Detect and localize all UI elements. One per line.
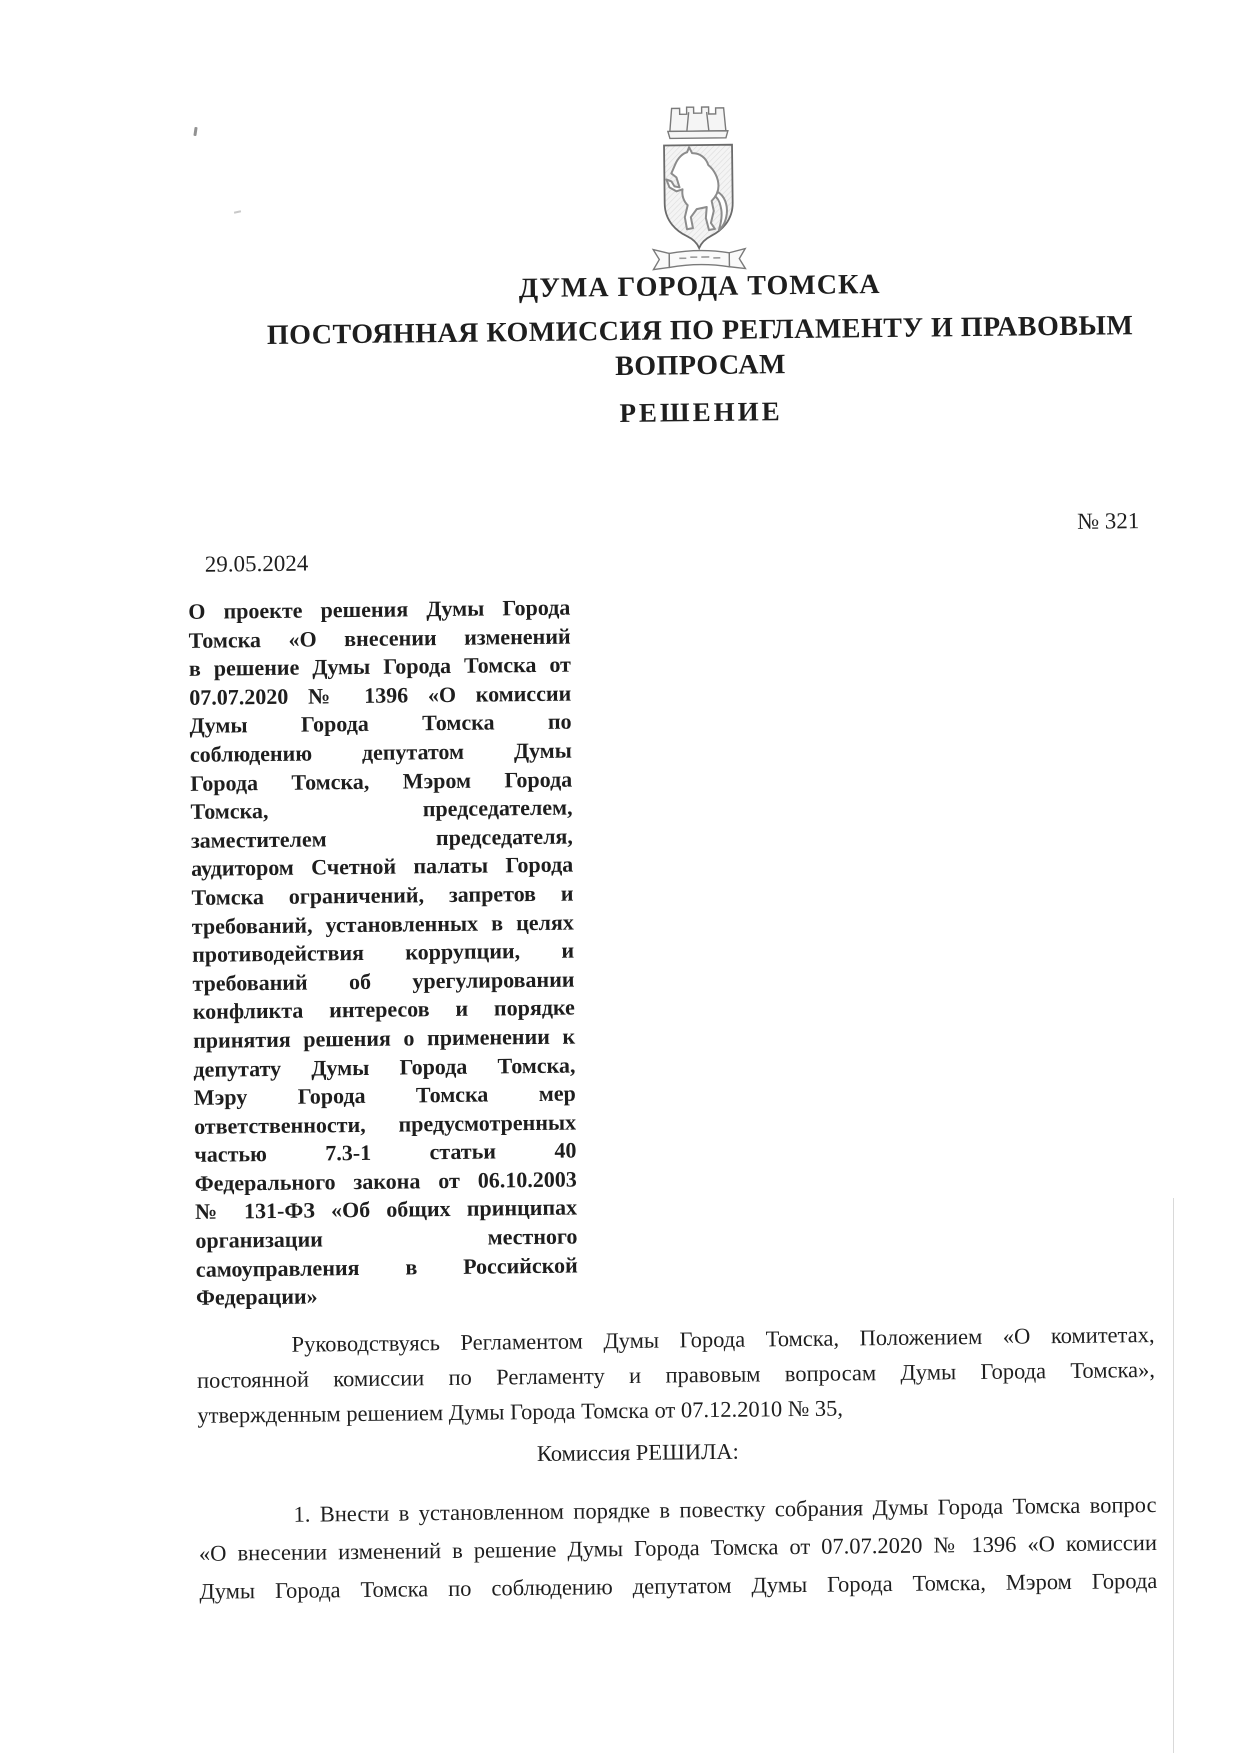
item1-line: 1. Внести в установленном порядке в повестку собрания Думы Города Томска вопрос (198, 1486, 1156, 1535)
subject-line: принятия решения о применении к (193, 1022, 575, 1055)
preamble-line: постоянной комиссии по Регламенту и правовым вопросам Думы Города Томска», (197, 1352, 1155, 1398)
subject-line: Федерального закона от 06.10.2003 (195, 1165, 577, 1198)
subject-line: противодействия коррупции, и (192, 937, 574, 970)
item1-line: Думы Города Томска по соблюдению депутатом Думы Города Томска, Мэром Города (199, 1562, 1157, 1611)
subject-line: частью 7.3-1 статьи 40 (194, 1137, 576, 1170)
subject-line: О проекте решения Думы Города (188, 594, 570, 627)
subject-line: аудитором Счетной палаты Города (191, 851, 573, 884)
ribbon-icon (653, 249, 745, 270)
subject-line: Томска «О внесении изменений (188, 622, 570, 655)
subject-line: организации местного (195, 1223, 577, 1256)
subject-line: Федерации» (196, 1280, 578, 1313)
subject-line: Думы Города Томска по (189, 708, 571, 741)
subject-line: Мэру Города Томска мер (194, 1080, 576, 1113)
scan-edge-line (1173, 1198, 1174, 1753)
commission-title-line2: ВОПРОСАМ (200, 342, 1200, 388)
preamble-line: утвержденным решением Думы Города Томска от 07.12.2010 № 35, (197, 1387, 1155, 1433)
resolution-item-1 (198, 1486, 1157, 1611)
commission-title-line1: ПОСТОЯННАЯ КОМИССИЯ ПО РЕГЛАМЕНТУ И ПРАВОВЫМ (200, 307, 1200, 353)
document-date: 29.05.2024 (205, 551, 309, 578)
subject-line: Томска, председателем, (190, 794, 572, 827)
preamble-line: Руководствуясь Регламентом Думы Города Томска, Положением «О комитетах, (196, 1317, 1154, 1363)
subject-line: заместителем председателя, (191, 822, 573, 855)
organization-title: ДУМА ГОРОДА ТОМСКА (199, 265, 1199, 308)
resolved-heading: Комиссия РЕШИЛА: (198, 1435, 1078, 1471)
item1-line: «О внесении изменений в решение Думы Города Томска от 07.07.2020 № 1396 «О комиссии (199, 1524, 1157, 1573)
subject-line: требований, установленных в целях (192, 908, 574, 941)
subject-line: Города Томска, Мэром Города (190, 765, 572, 798)
subject-line: депутату Думы Города Томска, (193, 1051, 575, 1084)
subject-line: в решение Думы Города Томска от (189, 651, 571, 684)
subject-line: самоуправления в Российской (196, 1251, 578, 1284)
document-subject (188, 594, 578, 1313)
document-number: № 321 (187, 508, 1139, 545)
preamble-paragraph (196, 1317, 1155, 1433)
subject-line: конфликта интересов и порядке (193, 994, 575, 1027)
commission-title (200, 307, 1201, 388)
subject-line: Томска ограничений, запретов и (191, 880, 573, 913)
subject-line: соблюдению депутатом Думы (190, 737, 572, 770)
tomsk-coat-of-arms-icon (637, 96, 759, 275)
subject-line: требований об урегулировании (192, 965, 574, 998)
mural-crown-icon (668, 107, 728, 139)
subject-line: 07.07.2020 № 1396 «О комиссии (189, 679, 571, 712)
subject-line: ответственности, предусмотренных (194, 1108, 576, 1141)
subject-line: № 131-ФЗ «Об общих принципах (195, 1194, 577, 1227)
document-type-heading: РЕШЕНИЕ (201, 391, 1201, 433)
